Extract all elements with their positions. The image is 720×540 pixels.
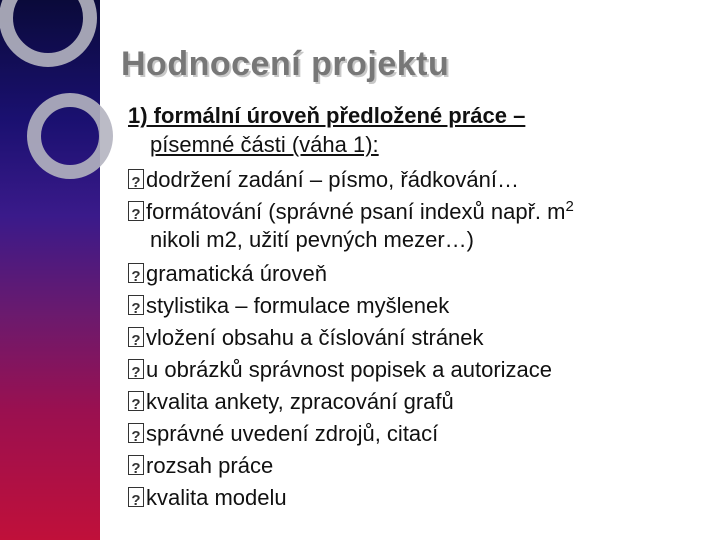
bullet-icon — [128, 295, 144, 315]
list-item — [128, 482, 708, 514]
list-item-text: kvalita modelu — [146, 485, 287, 510]
list-item — [128, 450, 708, 482]
bullet-icon — [128, 201, 144, 221]
list-item — [128, 322, 708, 354]
list-item — [128, 386, 708, 418]
superscript: 2 — [565, 198, 574, 215]
slide-content — [128, 100, 708, 514]
section-heading-continuation: písemné části (váha 1): — [150, 132, 379, 157]
list-item — [128, 196, 708, 228]
ring-large — [6, 0, 90, 60]
ring-medium — [34, 100, 106, 172]
bullet-icon — [128, 455, 144, 475]
list-item-text: správné uvedení zdrojů, citací — [146, 421, 439, 446]
list-item — [128, 258, 708, 290]
list-item-text: stylistika – formulace myšlenek — [146, 293, 450, 318]
list-item-text: dodržení zadání – písmo, řádkování… — [146, 167, 519, 192]
bullet-icon — [128, 391, 144, 411]
section-heading: 1) formální úroveň předložené práce – — [128, 103, 526, 128]
bullet-icon — [128, 487, 144, 507]
list-item-text: gramatická úroveň — [146, 261, 327, 286]
slide-title: Hodnocení projektu — [121, 45, 450, 83]
bullet-icon — [128, 359, 144, 379]
list-item-continuation: nikoli m2, užití pevných mezer…) — [150, 227, 474, 252]
list-item-text: kvalita ankety, zpracování grafů — [146, 389, 454, 414]
list-item — [128, 290, 708, 322]
list-item-text: vložení obsahu a číslování stránek — [146, 325, 484, 350]
bullet-icon — [128, 169, 144, 189]
bullet-icon — [128, 263, 144, 283]
list-item-text-main: formátování (správné psaní indexů např. m — [146, 199, 566, 224]
list-item — [128, 418, 708, 450]
bullet-icon — [128, 327, 144, 347]
list-item-text — [146, 196, 574, 228]
list-item-text: rozsah práce — [146, 453, 274, 478]
list-item-text: u obrázků správnost popisek a autorizace — [146, 357, 553, 382]
bullet-icon — [128, 423, 144, 443]
list-item — [128, 354, 708, 386]
list-item — [128, 164, 708, 196]
